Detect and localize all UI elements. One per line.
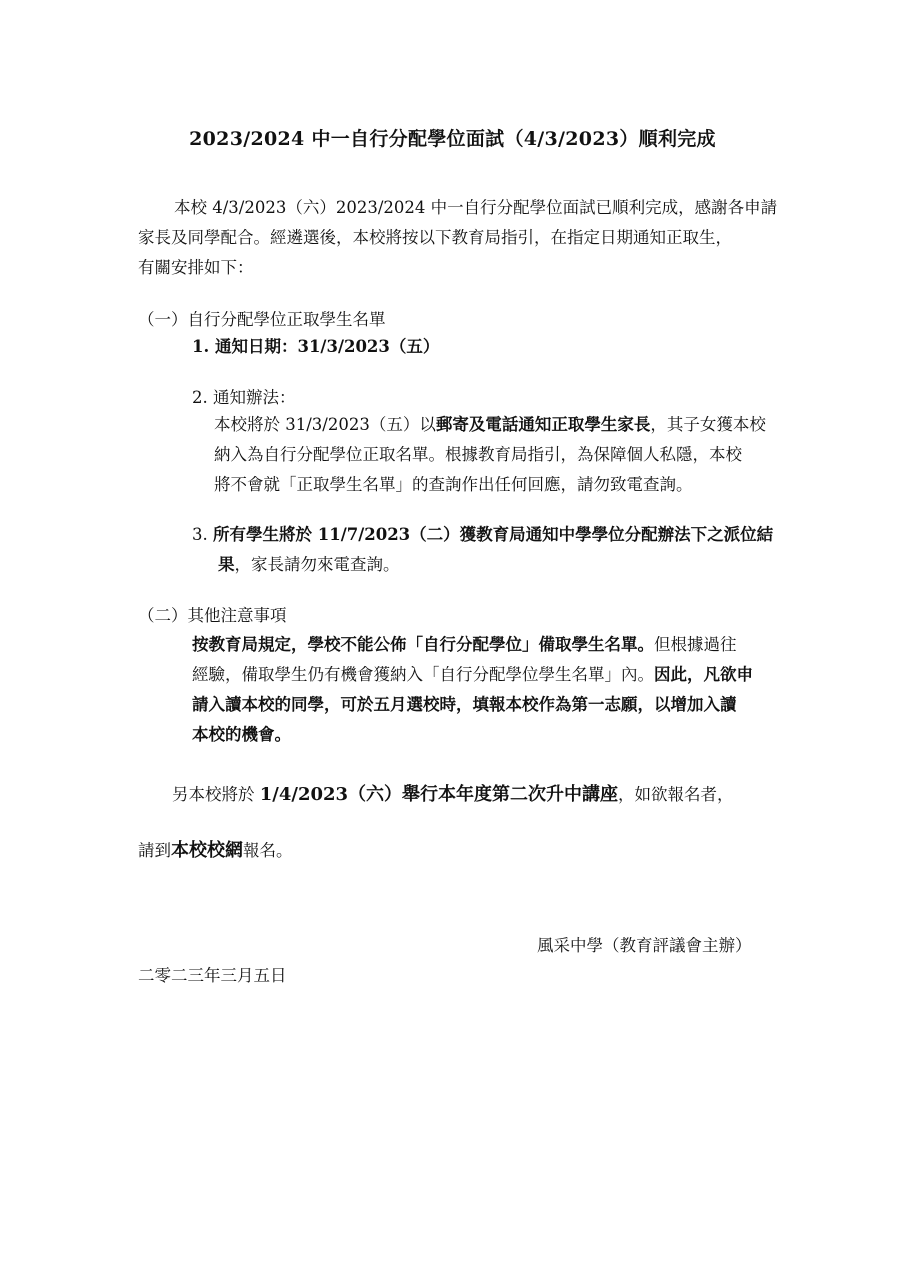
intro-line-3: 有關安排如下： — [138, 258, 254, 277]
allocation-result-number: 3. — [192, 525, 208, 544]
intro-line-2: 家長及同學配合。經遴選後，本校將按以下教育局指引，在指定日期通知正取生， — [138, 228, 732, 247]
other-notes-line-4: 本校的機會。 — [192, 725, 291, 744]
notify-method-text-c: ，其子女獲本校 — [650, 415, 766, 434]
talk-line-1 — [172, 780, 812, 810]
other-notes-line-3: 請入讀本校的同學，可於五月選校時，填報本校作為第一志願，以增加入讀 — [192, 695, 737, 714]
allocation-result-line-1 — [192, 520, 812, 550]
section-2-heading: （二）其他注意事項 — [138, 606, 287, 625]
talk-text-c: ，如欲報名者， — [618, 785, 734, 804]
issue-date: 二零二三年三月五日 — [138, 966, 287, 985]
other-notes-bold-1: 按教育局規定，學校不能公佈「自行分配學位」備取學生名單。 — [192, 635, 654, 654]
other-notes-line-1 — [192, 630, 812, 660]
other-notes-bold-2: 因此，凡欲申 — [654, 665, 753, 684]
other-notes-text-2: 經驗，備取學生仍有機會獲納入「自行分配學位學生名單」內。 — [192, 665, 654, 684]
notify-method-bold: 郵寄及電話通知正取學生家長 — [435, 415, 651, 434]
page-title: 2023/2024 中一自行分配學位面試（4/3/2023）順利完成 — [189, 128, 716, 150]
talk-text-a: 另本校將於 — [172, 785, 260, 804]
allocation-result-text: ，家長請勿來電查詢。 — [234, 555, 400, 574]
talk-line-2 — [138, 836, 810, 866]
talk-bold: 1/4/2023（六）舉行本年度第二次升中講座 — [259, 784, 619, 805]
notify-method-paragraph — [214, 410, 814, 500]
other-notes-text-1: 但根據過往 — [654, 635, 737, 654]
notify-method-line-3: 將不會就「正取學生名單」的查詢作出任何回應，請勿致電查詢。 — [214, 475, 693, 494]
intro-line-1: 本校 4/3/2023（六）2023/2024 中一自行分配學位面試已順利完成，感謝各申請 — [174, 198, 778, 217]
intro-paragraph — [138, 193, 810, 283]
notify-method-line-2: 納入為自行分配學位正取名單。根據教育局指引，為保障個人私隱，本校 — [214, 445, 742, 464]
notify-method-heading: 2. 通知辦法： — [192, 388, 296, 407]
school-website-link: 本校校網 — [171, 840, 243, 861]
allocation-result-line-2 — [192, 550, 812, 580]
allocation-result-bold: 所有學生將於 11/7/2023（二）獲教育局通知中學學位分配辦法下之派位結 — [213, 525, 774, 544]
notify-method-text-a: 本校將於 31/3/2023（五）以 — [214, 415, 436, 434]
other-notes-line-2 — [192, 660, 812, 690]
other-notes-paragraph — [192, 630, 812, 750]
talk-register-suffix: 報名。 — [243, 841, 293, 860]
section-1-heading: （一）自行分配學位正取學生名單 — [138, 310, 386, 329]
school-signature: 風采中學（教育評議會主辦） — [537, 936, 752, 955]
notify-date-item: 1. 通知日期：31/3/2023（五） — [192, 337, 440, 356]
allocation-result-item — [192, 520, 812, 580]
allocation-result-bold-2: 果 — [218, 555, 235, 574]
notify-method-line-1 — [214, 410, 814, 440]
talk-register-prefix: 請到 — [138, 841, 171, 860]
